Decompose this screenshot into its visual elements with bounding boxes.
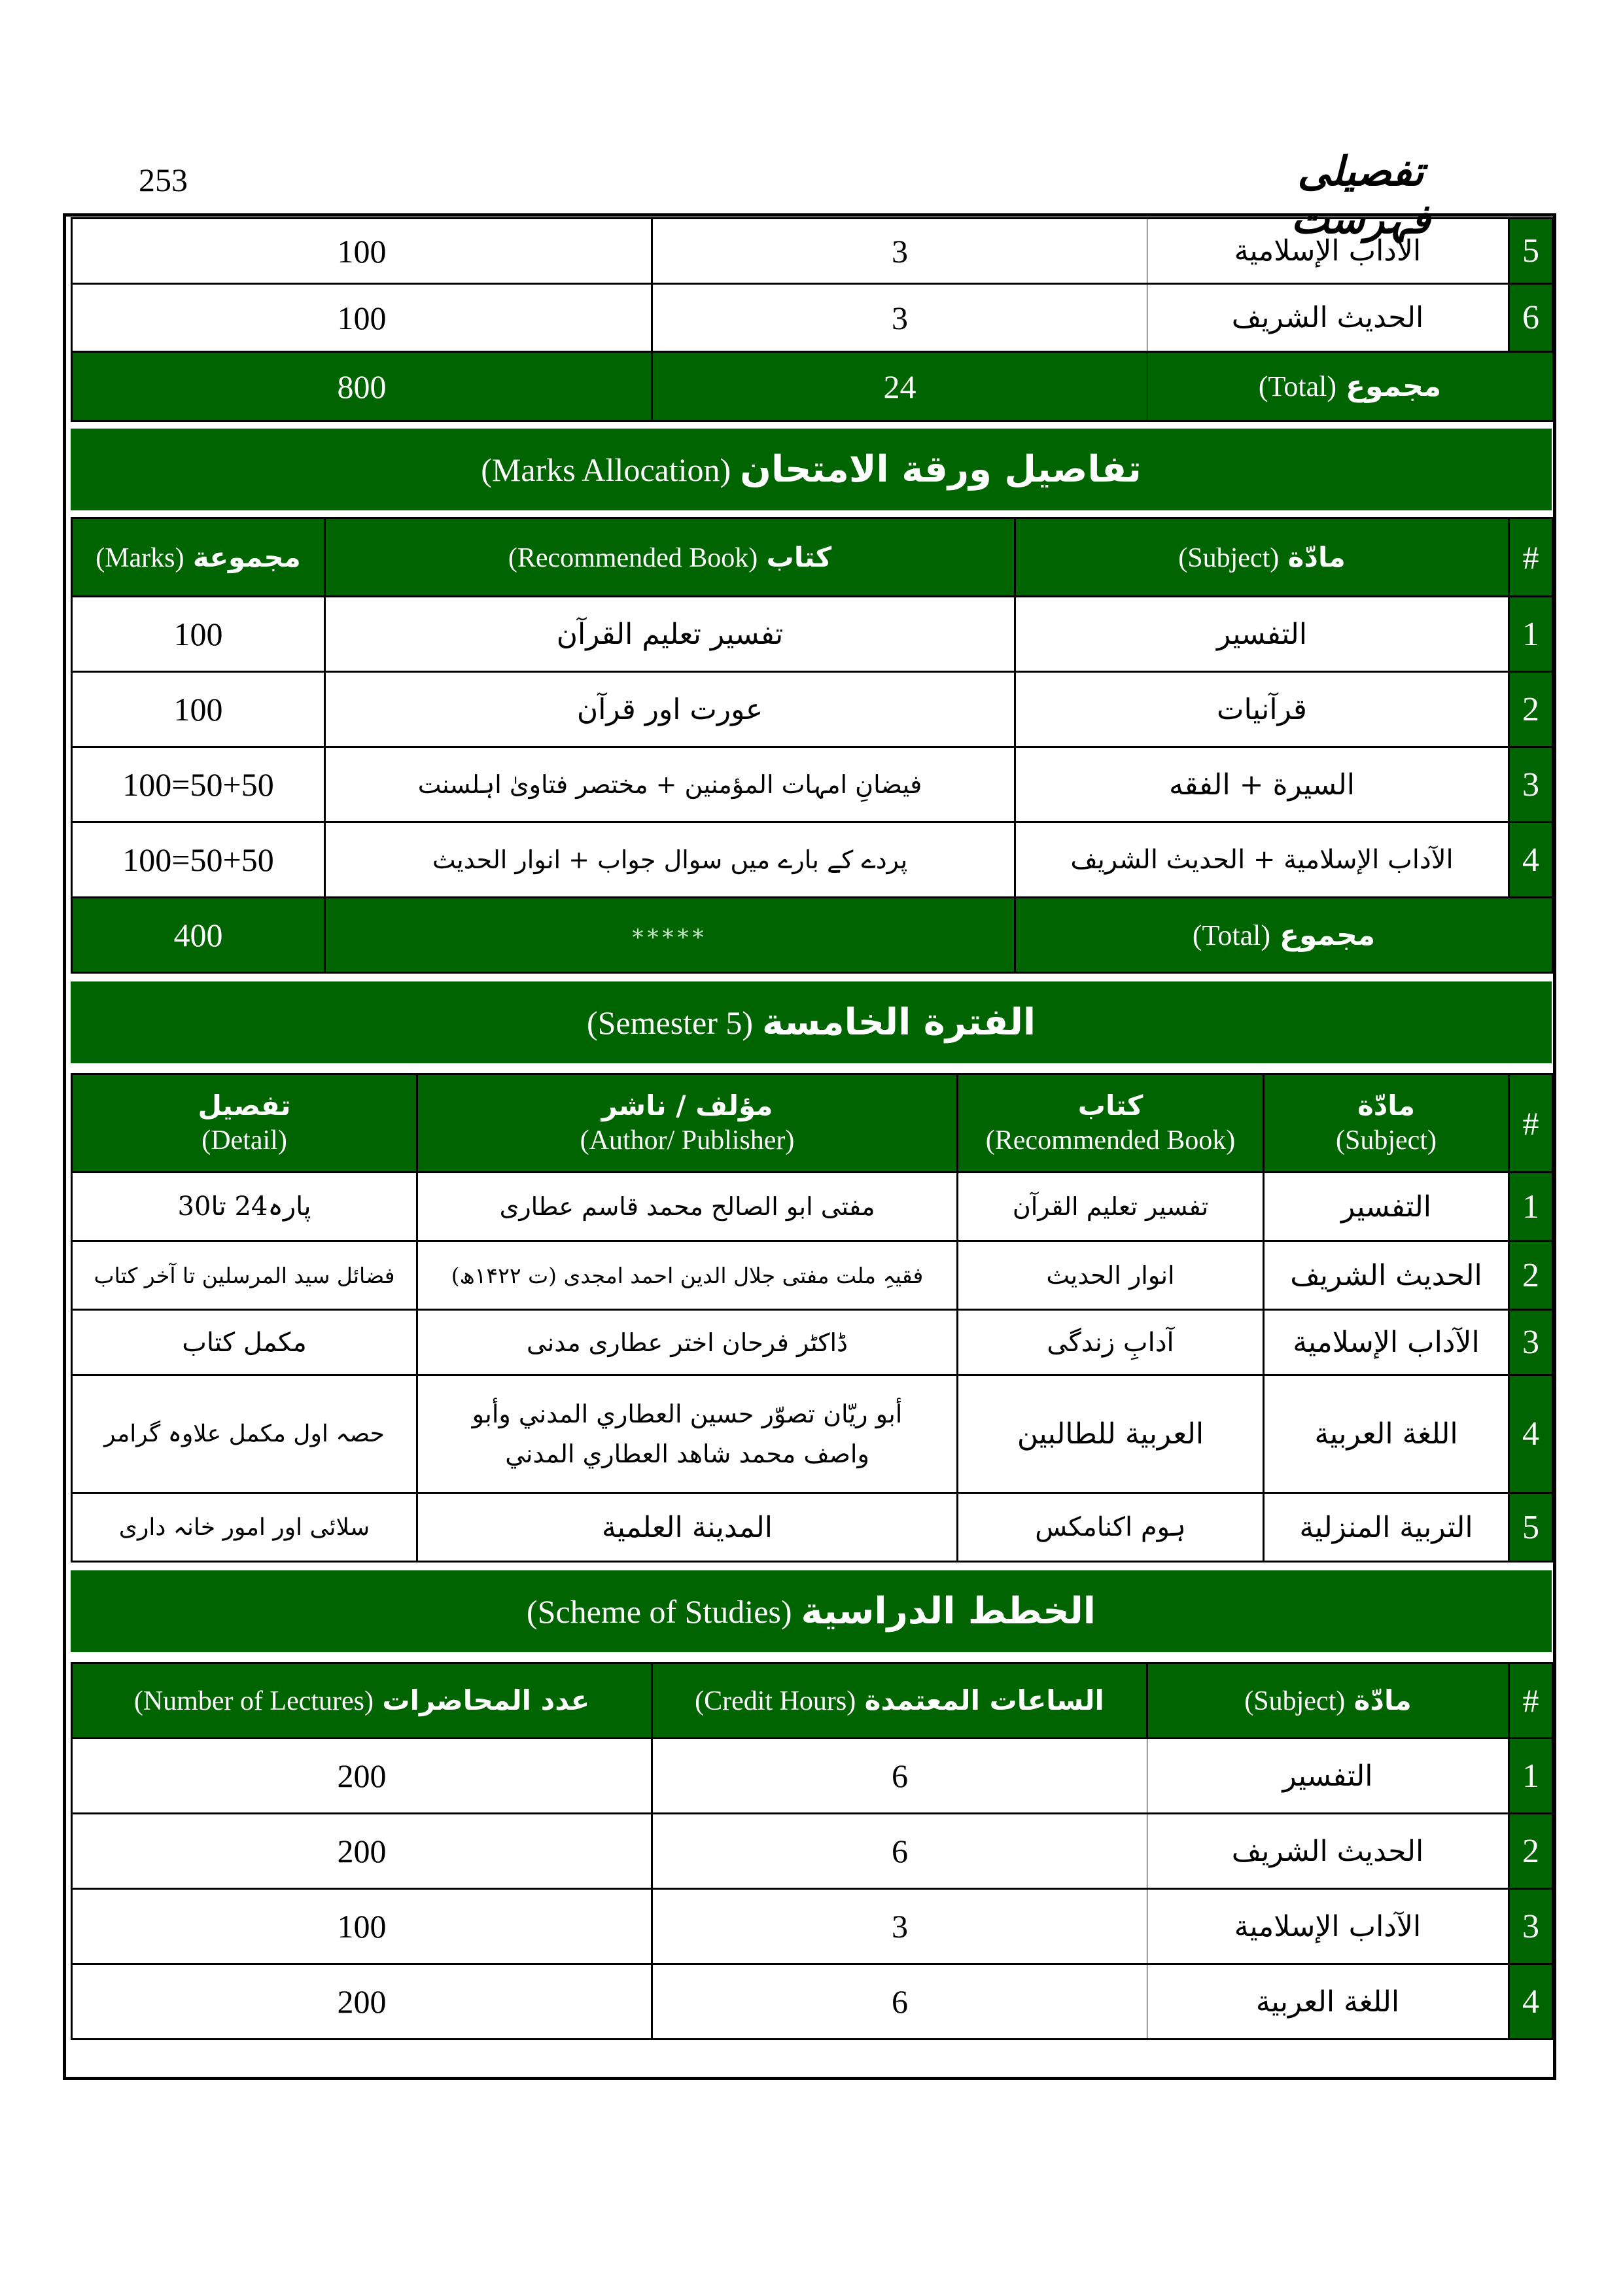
header-credit-hours [652,1663,1147,1739]
marks-allocation-banner [71,429,1552,510]
table-row [72,1889,1553,1964]
header-subject-ar: مادّة [1353,1684,1412,1716]
total-label-en: (Total) [1258,370,1336,402]
subject-cell: التفسير [1147,1739,1509,1814]
semester-5-banner [71,981,1552,1063]
row-number: 2 [1509,1241,1553,1310]
row-number: 3 [1509,747,1553,822]
detail-cell: پارہ24 تا30 [72,1173,417,1241]
header-lectures [72,1663,652,1739]
author-line-2: واصف محمد شاهد العطاري المدني [505,1439,869,1468]
header-marks-en: (Marks) [96,542,184,573]
header-lectures-ar: عدد المحاضرات [382,1684,590,1716]
detail-cell: حصہ اول مکمل علاوہ گرامر [72,1375,417,1493]
book-cell: فیضانِ امہات المؤمنین + مختصر فتاویٰ اہلسنت [325,747,1015,822]
table-row [72,1241,1553,1310]
total-book-placeholder [325,898,1015,973]
credit-hours-cell: 3 [652,1889,1147,1964]
lectures-cell: 200 [72,1964,652,2040]
table-row [72,1964,1553,2040]
marks-cell: 100=50+50 [72,747,325,822]
table-row [72,672,1553,747]
subject-cell: التربية المنزلية [1264,1493,1509,1562]
header-detail-ar: تفصيل [198,1089,291,1122]
header-book-en: (Recommended Book) [985,1125,1236,1156]
marks-allocation-title-ar: تفاصيل ورقة الامتحان [740,448,1142,491]
credit-hours-cell: 6 [652,1814,1147,1889]
header-book [325,518,1015,597]
total-marks: 400 [72,898,325,973]
book-cell: ہوم اکنامکس [958,1493,1264,1562]
header-num: # [1509,1074,1553,1173]
header-subject-en: (Subject) [1178,542,1280,573]
header-credit-en: (Credit Hours) [695,1686,856,1716]
subject-cell: قرآنیات [1015,672,1509,747]
subject-cell: السيرة + الفقه [1015,747,1509,822]
header-book [958,1074,1264,1173]
total-label [1015,898,1553,973]
row-number: 5 [1509,1493,1553,1562]
table-header-row [72,518,1553,597]
author-cell: ڈاکٹر فرحان اختر عطاری مدنی [417,1310,958,1375]
table-row [72,1814,1553,1889]
header-marks [72,518,325,597]
header-subject-en: (Subject) [1244,1686,1346,1716]
table-row [72,1739,1553,1814]
detail-cell: سلائی اور امور خانہ داری [72,1493,417,1562]
continued-subjects-table [71,217,1554,422]
header-marks-ar: مجموعة [192,540,301,573]
book-cell: پردے کے بارے میں سوال جواب + انوار الحدیث [325,822,1015,898]
book-cell: عورت اور قرآن [325,672,1015,747]
row-number: 3 [1509,1310,1553,1375]
marks-allocation-title-en: (Marks Allocation) [481,451,731,488]
header-subject-ar: مادّة [1357,1089,1416,1122]
credit-hours-cell: 6 [652,1739,1147,1814]
semester-5-title-en: (Semester 5) [586,1004,754,1041]
header-author-en: (Author/ Publisher) [580,1125,795,1156]
author-line-1: أبو ريّان تصوّر حسين العطاري المدني وأبو [472,1399,903,1428]
total-label-ar: مجموع [1280,918,1376,952]
page-number: 253 [139,162,188,198]
header-subject-en: (Subject) [1336,1125,1437,1156]
header-subject [1147,1663,1509,1739]
header-credit-ar: الساعات المعتمدة [864,1684,1104,1716]
table-header-row [72,1074,1553,1173]
scheme-title-ar: الخطط الدراسية [801,1590,1096,1633]
header-subject [1015,518,1509,597]
scheme-of-studies-table [71,1662,1554,2040]
marks-cell: 100=50+50 [72,822,325,898]
header-author [417,1074,958,1173]
scheme-title-en: (Scheme of Studies) [527,1593,792,1630]
header-book-ar: كتاب [766,540,832,573]
lectures-cell: 100 [72,219,652,284]
credit-hours-cell: 6 [652,1964,1147,2040]
subject-cell: اللغة العربية [1147,1964,1509,2040]
table-row [72,1493,1553,1562]
header-detail [72,1074,417,1173]
book-cell: انوار الحدیث [958,1241,1264,1310]
running-title: تفصیلی فہرست [1291,147,1431,243]
credit-hours-cell: 3 [652,284,1147,352]
table-header-row [72,1663,1553,1739]
subject-cell: الحديث الشريف [1147,284,1509,352]
total-label-en: (Total) [1192,919,1270,951]
marks-cell: 100 [72,597,325,672]
lectures-cell: 200 [72,1739,652,1814]
scheme-of-studies-banner [71,1570,1552,1652]
header-book-en: (Recommended Book) [508,542,758,573]
header-lectures-en: (Number of Lectures) [133,1686,374,1716]
row-number: 1 [1509,1173,1553,1241]
subject-cell: الحديث الشريف [1264,1241,1509,1310]
row-number: 2 [1509,1814,1553,1889]
subject-cell: الآداب الإسلامية [1147,219,1509,284]
table-row [72,1173,1553,1241]
total-credit-hours: 24 [652,352,1147,421]
total-row [72,352,1553,421]
lectures-cell: 100 [72,284,652,352]
credit-hours-cell: 3 [652,219,1147,284]
header-num: # [1509,518,1553,597]
detail-cell: فضائل سید المرسلین تا آخر کتاب [72,1241,417,1310]
header-detail-en: (Detail) [201,1125,287,1156]
total-lectures: 800 [72,352,652,421]
author-cell: المدينة العلمية [417,1493,958,1562]
subject-cell: الآداب الإسلامية [1147,1889,1509,1964]
row-number: 2 [1509,672,1553,747]
detail-cell: مکمل کتاب [72,1310,417,1375]
row-number: 4 [1509,822,1553,898]
table-row [72,1375,1553,1493]
header-num: # [1509,1663,1553,1739]
header-book-ar: كتاب [1077,1089,1143,1122]
marks-cell: 100 [72,672,325,747]
book-cell: تفسیر تعلیم القرآن [325,597,1015,672]
row-number: 4 [1509,1964,1553,2040]
table-row [72,1310,1553,1375]
author-cell: مفتی ابو الصالح محمد قاسم عطاری [417,1173,958,1241]
row-number: 1 [1509,1739,1553,1814]
table-row [72,822,1553,898]
lectures-cell: 100 [72,1889,652,1964]
subject-cell: التفسير [1015,597,1509,672]
subject-cell: التفسير [1264,1173,1509,1241]
subject-cell: اللغة العربية [1264,1375,1509,1493]
table-row [72,747,1553,822]
total-label-ar: مجموع [1346,370,1442,403]
header-author-ar: مؤلف / ناشر [601,1089,773,1122]
marks-allocation-table [71,517,1554,974]
book-cell: آدابِ زندگی [958,1310,1264,1375]
table-row [72,597,1553,672]
total-label [1147,352,1553,421]
book-cell: تفسیر تعلیم القرآن [958,1173,1264,1241]
semester-5-table [71,1073,1554,1563]
author-cell: فقیہِ ملت مفتی جلال الدین احمد امجدی (ت ۱۴۲۲ھ) [417,1241,958,1310]
total-row [72,898,1553,973]
row-number: 5 [1509,219,1553,284]
row-number: 1 [1509,597,1553,672]
subject-cell: الحديث الشريف [1147,1814,1509,1889]
subject-cell: الآداب الإسلامية + الحديث الشريف [1015,822,1509,898]
table-row [72,219,1553,284]
semester-5-title-ar: الفترة الخامسة [762,1001,1036,1044]
header-subject-ar: مادّة [1287,540,1346,573]
lectures-cell: 200 [72,1814,652,1889]
stars: ***** [632,924,708,951]
book-cell: العربية للطالبين [958,1375,1264,1493]
author-cell [417,1375,958,1493]
row-number: 4 [1509,1375,1553,1493]
header-subject [1264,1074,1509,1173]
row-number: 6 [1509,284,1553,352]
subject-cell: الآداب الإسلامية [1264,1310,1509,1375]
table-row [72,284,1553,352]
row-number: 3 [1509,1889,1553,1964]
